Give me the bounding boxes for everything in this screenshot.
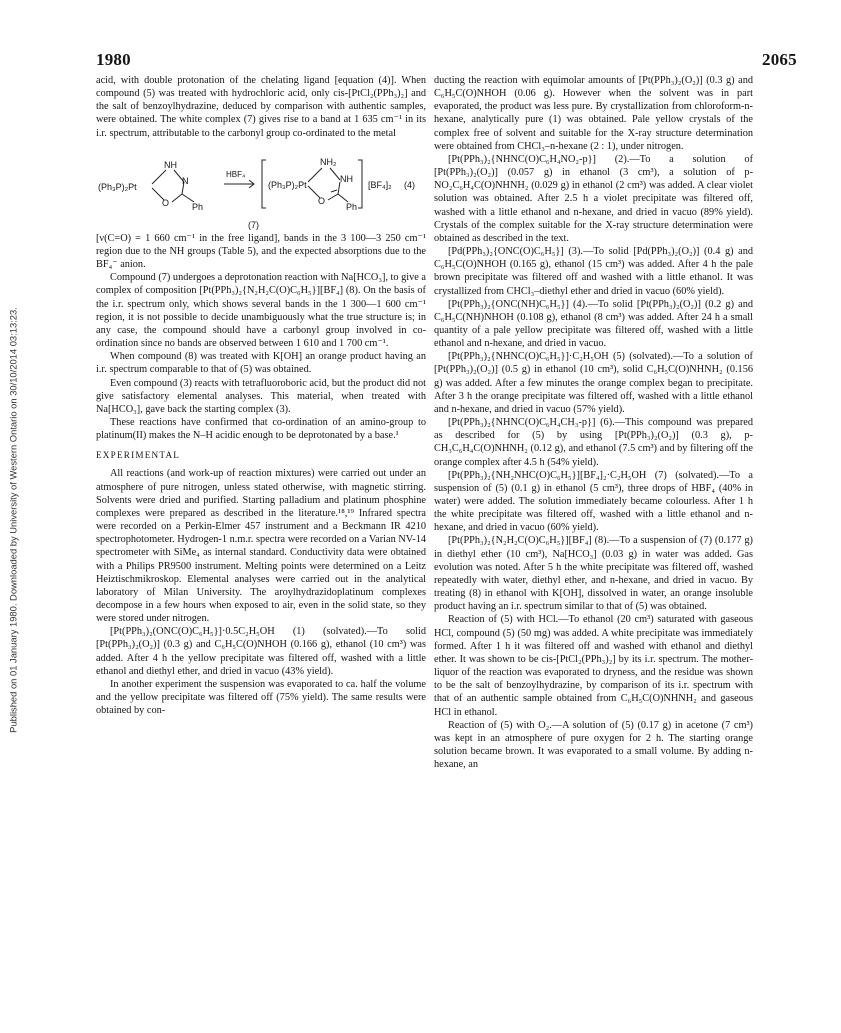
paragraph: All reactions (and work-up of reaction mixtures) were carried out under an atmosphere of pure nitrogen, unless stated otherwise, with magnetic stirring. Solvents were dried and purified. Starting palladium and platinum phosphine complexes were prepared as described in the literature.¹⁸,¹⁹ Infrared spectra were recorded on a Perkin-Elmer 457 instrument and a Beckmann IR 4210 spectrophotometer. Hydrogen-1 n.m.r. spectra were recorded on a Varian NV-14 spectrometer with SiMe₄ as internal standard. Conductivity data were obtained with a Philips PR9500 instrument. Melting points were determined on a Leitz Heiztischmikroskop. Elemental analyses were carried out in the analytical laboratory of Milan University. The aroylhydrazidoplatinum complexes decompose in a few hours when exposed to air, even in the solid state, so they were stored under nitrogen. <box>96 468 426 625</box>
download-notice-sidebar <box>4 130 22 910</box>
reaction-scheme <box>96 146 426 230</box>
paragraph: [Pt(PPh₃)₂{NHNC(O)C₆H₄CH₃-p}] (6).—This compound was prepared as described for (5) by using [Pt(PPh₃)₂(O₂)] (0.3 g), p-CH₃C₆H₄C(O)NHNH₂ (0.12 g), and ethanol (7.5 cm³) and by filtering off the orange complex after 4.5 h (54% yield). <box>434 417 753 468</box>
paragraph: [Pt(PPh₃)₂{N₂H₂C(O)C₆H₅}][BF₄] (8).—To a suspension of (7) (0.177 g) in diethyl ether (10 cm³), Na[HCO₃] (0.03 g) in water was added. Gas evolution was noted. After 5 h the white precipitate was filtered off, washed repeatedly with water, diethyl ether, and n-hexane, and dried in vacuo. By treating (8) in ethanol with K[OH], dissolved in water, an orange insoluble product having an i.r. spectrum similar to that of (5) was obtained. <box>434 535 753 613</box>
paragraph: When compound (8) was treated with K[OH] an orange product having an i.r. spectrum comparable to that of (5) was obtained. <box>96 351 426 376</box>
scheme-reactant: (Ph₃P)₂Pt <box>98 181 137 192</box>
paragraph: acid, with double protonation of the chelating ligand [equation (4)]. When compound (5) was treated with hydrochloric acid, only cis-[PtCl₂(PPh₃)₂] and the salt of benzoylhydrazine, deduced by comparison with authentic samples, were obtained. The white complex (7) gives rise to a band at 1 635 cm⁻¹ in its i.r. spectrum, attributable to the carbonyl group co-ordinated to the metal <box>96 75 426 139</box>
scheme-nh2-label: NH₂ <box>320 156 337 167</box>
scheme-product-ph-label: Ph <box>346 201 358 212</box>
paragraph: [Pt(PPh₃)₂{NHNC(O)C₆H₄NO₂-p}] (2).—To a solution of [Pt(PPh₃)₂(O₂)] (0.057 g) in ethanol (3 cm³), a solution of p-NO₂C₆H₄C(O)NHNH₂ (0.029 g) in ethanol (2 cm³) was added. A clear violet solution was obtained. After 2.5 h a violet precipitate was filtered off, washed with a little ethanol and n-hexane, and dried in vacuo (89% yield). Crystals of the complex suitable for the X-ray structure determination were obtained as described in the text. <box>434 153 753 244</box>
paragraph: These reactions have confirmed that co-ordination of an amino-group to platinum(II) makes the N–H acidic enough to be deprotonated by a base.¹ <box>96 416 426 442</box>
reaction-scheme-drawing <box>96 146 426 230</box>
scheme-product-nh-label: NH <box>340 173 353 184</box>
scheme-o-label: O <box>162 197 170 208</box>
scheme-compound-label: (7) <box>248 219 259 230</box>
paragraph: Even compound (3) reacts with tetrafluoroboric acid, but the product did not give satisfactory elemental analyses. This material, when treated with Na[HCO₃], gave back the starting complex (3). <box>96 377 426 415</box>
paragraph: Compound (7) undergoes a deprotonation reaction with Na[HCO₃], to give a complex of composition [Pt(PPh₃)₂{N₂H₂C(O)C₆H₅}][BF₄] (8). On the basis of the i.r. spectrum only, which shows several bands in the 1 300—1 600 cm⁻¹ region, it is not possible to decide unambiguously what the true structure is; in any case, the compound should have a carbonyl group involved in co-ordination since no bands are observed between 1 610 and 1 700 cm⁻¹. <box>96 272 426 350</box>
scheme-reagent: HBF₄ <box>226 169 246 179</box>
page-number: 2065 <box>762 50 797 69</box>
paragraph: Reaction of (5) with O₂.—A solution of (5) (0.17 g) in acetone (7 cm³) was kept in an atmosphere of pure oxygen for 2 h. The starting orange solution became brown. It was evaporated to a small volume. By adding n-hexane, an <box>434 719 753 771</box>
right-column <box>434 74 753 771</box>
scheme-nh-label: NH <box>164 159 177 170</box>
left-column <box>96 74 426 717</box>
scheme-equation-number: (4) <box>404 179 415 190</box>
paragraph: ducting the reaction with equimolar amounts of [Pt(PPh₃)₂(O₂)] (0.3 g) and C₆H₅C(O)NHOH (0.06 g). However when the solvent was in part evaporated, the product was less pure. By crystallization from chloroform-n-hexane, analytically pure (1) was obtained. Pale yellow crystals of the complex free of solvent and suitable for the X-ray structure determination were obtained from CHCl₃–n-hexane (2 : 1), under nitrogen. <box>434 75 753 152</box>
paragraph: [Pd(PPh₃)₂{ONC(O)C₆H₅}] (3).—To solid [Pd(PPh₃)₂(O₂)] (0.4 g) and C₆H₅C(O)NHOH (0.165 g), ethanol (15 cm³) was added. After 4 h the pale brown precipitate was filtered off and washed with a little ethanol. It was crystallized from CHCl₃–diethyl ether and dried in vacuo (60% yield). <box>434 246 753 297</box>
scheme-product-o-label: O <box>318 195 326 206</box>
page-year: 1980 <box>96 50 131 69</box>
paragraph: [Pt(PPh₃)₂{NH₂NHC(O)C₆H₅}][BF₄]₂·C₂H₅OH (7) (solvated).—To a suspension of (5) (0.1 g) in ethanol (5 cm³), three drops of HBF₄ (40% in water) were added. The solution immediately became colourless. After 1 h the white precipitate was filtered off, washed with a little ethanol and n-hexane, and dried in vacuo (60% yield). <box>434 469 753 534</box>
scheme-counterion: [BF₄]₂ <box>368 179 392 190</box>
scheme-n-label: N <box>182 175 189 186</box>
paragraph: [Pt(PPh₃)₂(ONC(O)C₆H₅}]·0.5C₂H₅OH (1) (solvated).—To solid [Pt(PPh₃)₂(O₂)] (0.3 g) and C₆H₅C(O)NHOH (0.166 g), ethanol (10 cm³) was added. After 4 h the yellow precipitate was filtered off, washed with a little ethanol and diethyl ether, and dried in vacuo (43% yield). <box>96 626 426 677</box>
scheme-ph-label: Ph <box>192 201 204 212</box>
download-notice-text: Published on 01 January 1980. Downloaded by University of Western Ontario on 30/10/2014 03:13:23. <box>7 307 19 733</box>
paragraph: [Pt(PPh₃)₂{NHNC(O)C₆H₅}]·C₂H₅OH (5) (solvated).—To a solution of [Pt(PPh₃)₂(O₂)] (0.5 g) in ethanol (10 cm³), solid C₆H₅C(O)NHNH₂ (0.156 g) was added. After a few minutes the orange complex began to precipitate. After 3 h the orange precipitate was filtered off, washed with a little ethanol and n-hexane, and dried in vacuo (57% yield). <box>434 351 753 415</box>
paragraph: [Pt(PPh₃)₂{ONC(NH)C₆H₅}] (4).—To solid [Pt(PPh₃)₂(O₂)] (0.2 g) and C₆H₅C(NH)NHOH (0.108 g), ethanol (8 cm³) was added. After 24 h a small quantity of a pale yellow precipitate was filtered off, washed with a little ethanol and n-hexane, and dried in vacuo. <box>434 298 753 350</box>
paragraph: [ν(C=O) = 1 660 cm⁻¹ in the free ligand], bands in the 3 100—3 250 cm⁻¹ region due to the NH groups (Table 5), and the expected absorptions due to the BF₄⁻ anion. <box>96 232 426 271</box>
section-heading: EXPERIMENTAL <box>96 450 181 461</box>
paragraph: Reaction of (5) with HCl.—To ethanol (20 cm³) saturated with gaseous HCl, compound (5) (50 mg) was added. A white precipitate was immediately formed. After 1 h it was filtered off and washed with ethanol and diethyl ether. It was shown to be cis-[PtCl₂(PPh₃)₂] by its i.r. spectrum. The mother-liquor of the reaction was evaporated to dryness, and the residue was shown to be the salt of benzoylhydrazine, by comparison of its i.r. spectrum with that of an authentic sample obtained from C₆H₅C(O)NHNH₂ and gaseous HCl in ethanol. <box>434 614 753 718</box>
paragraph: In another experiment the suspension was evaporated to ca. half the volume and the yellow precipitate was filtered off (75% yield). The same results were obtained by con- <box>96 678 426 717</box>
scheme-product: (Ph₃P)₂Pt <box>268 179 307 190</box>
